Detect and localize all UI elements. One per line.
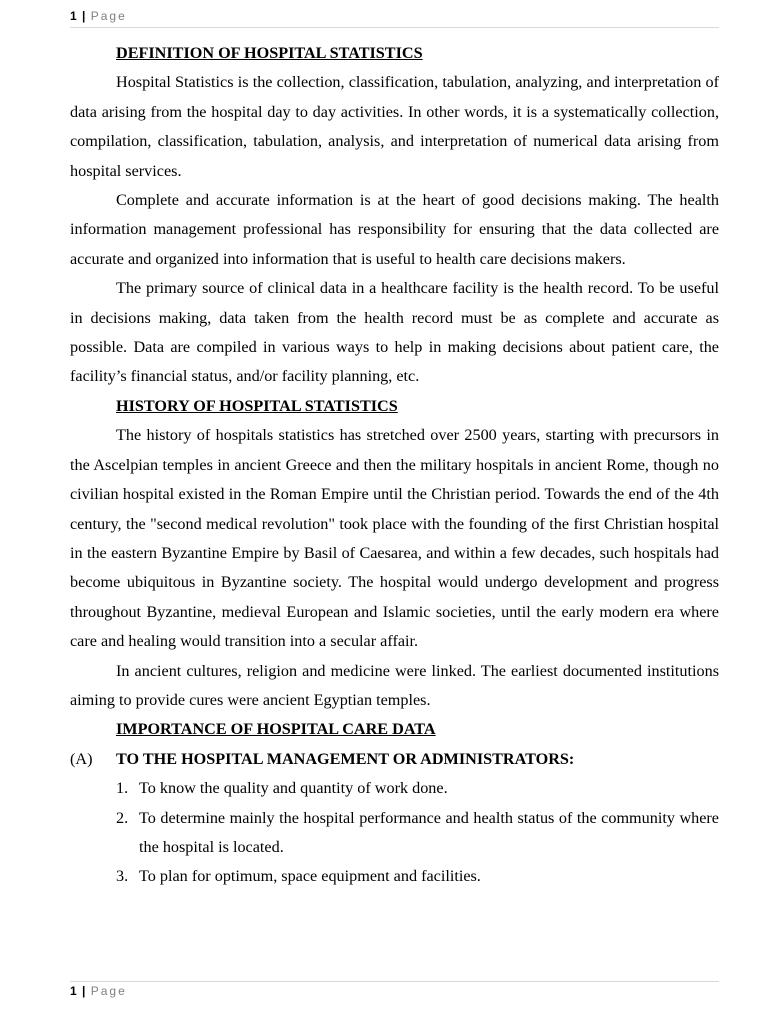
footer-page-word: Page xyxy=(90,984,127,998)
subsection-title: TO THE HOSPITAL MANAGEMENT OR ADMINISTRATORS: xyxy=(116,749,575,768)
list-item-text: To know the quality and quantity of work done. xyxy=(139,779,448,798)
subsection-heading xyxy=(70,745,719,774)
list-item-number: 3. xyxy=(116,867,129,886)
list-item-text: To plan for optimum, space equipment and facilities. xyxy=(139,867,481,886)
definition-paragraph-3: The primary source of clinical data in a healthcare facility is the health record. To be useful in decisions making, data taken from the health record must be as complete and accurate as possible. Data are compiled in various ways to help in making decisions about patient care, the facility’s financial status, and/or facility planning, etc. xyxy=(70,279,719,386)
definition-paragraph-1: Hospital Statistics is the collection, classification, tabulation, analyzing, and interpretation of data arising from the hospital day to day activities. In other words, it is a systematically collection, compilation, classification, tabulation, analysis, and interpretation of numerical data arising from hospital services. xyxy=(70,73,719,180)
page-header xyxy=(70,9,719,28)
list-item-number: 2. xyxy=(116,808,129,827)
document-body xyxy=(70,39,719,892)
list-item xyxy=(70,774,719,803)
subsection-letter: (A) xyxy=(70,749,93,768)
footer-page-number: 1 xyxy=(70,984,77,998)
list-item xyxy=(70,862,719,891)
header-page-word: Page xyxy=(90,9,127,23)
importance-heading: IMPORTANCE OF HOSPITAL CARE DATA xyxy=(116,720,436,739)
definition-heading: DEFINITION OF HOSPITAL STATISTICS xyxy=(116,44,423,62)
definition-paragraph-2: Complete and accurate information is at the heart of good decisions making. The health information management professional has responsibility for ensuring that the data collected are accurate and organized into information that is useful to health care decisions makers. xyxy=(70,191,719,268)
list-item xyxy=(70,804,719,863)
footer-separator: | xyxy=(82,984,86,998)
importance-list xyxy=(70,774,719,892)
history-paragraph-2: In ancient cultures, religion and medicine were linked. The earliest documented institutions aiming to provide cures were ancient Egyptian temples. xyxy=(70,661,719,709)
header-page-number: 1 xyxy=(70,9,77,23)
header-separator: | xyxy=(82,9,86,23)
page-footer xyxy=(70,981,719,1002)
history-paragraph-1: The history of hospitals statistics has stretched over 2500 years, starting with precursors in the Ascelpian temples in ancient Greece and then the military hospitals in ancient Rome, though no civilian hospital existed in the Roman Empire until the Christian period. Towards the end of the 4th century, the "second medical revolution" took place with the founding of the first Christian hospital in the eastern Byzantine Empire by Basil of Caesarea, and within a few decades, such hospitals had become ubiquitous in Byzantine society. The hospital would undergo development and progress throughout Byzantine, medieval European and Islamic societies, until the early modern era where care and healing would transition into a secular affair. xyxy=(70,426,719,651)
list-item-number: 1. xyxy=(116,779,129,798)
history-heading: HISTORY OF HOSPITAL STATISTICS xyxy=(116,396,398,415)
list-item-text: To determine mainly the hospital performance and health status of the community where the hospital is located. xyxy=(139,808,719,856)
